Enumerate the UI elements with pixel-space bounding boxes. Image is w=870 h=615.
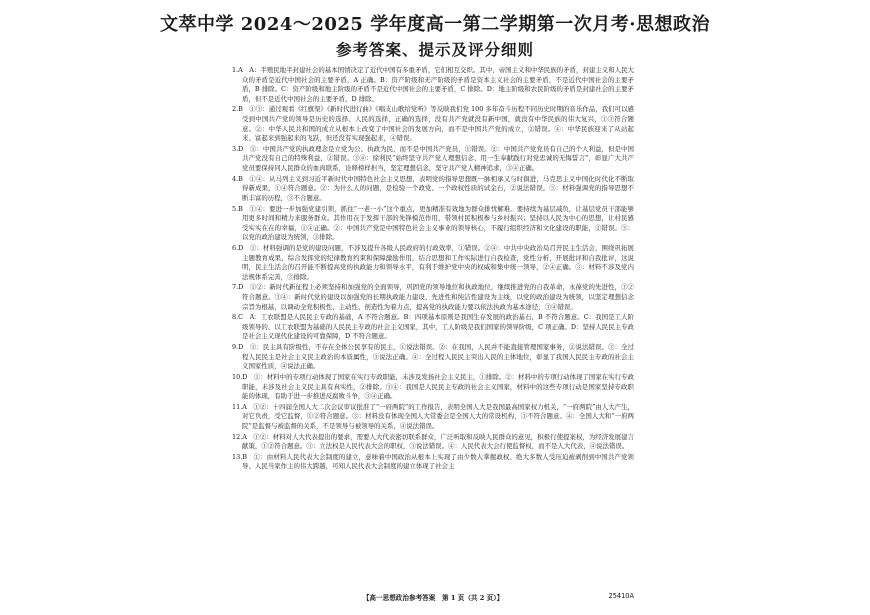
document-title: 文萃中学 2024～2025 学年度高一第二学期第一次月考·思想政治 [160,14,710,35]
answer-list [232,66,634,582]
answer-item-4: 4.B ①④：从马列主义到习近平新时代中国特色社会主义思想，表明党的指导思想既一脉相承又与时俱进，马克思主义中国化时代化不断取得新成果，①④符合题意。②：为什么人的问题，是检验一个政党、一个政权性质的试金石，②说法错误。③：材料强调党的指导思想不断丰富的历程，③不合题意。 [232,174,634,202]
answer-item-7: 7.D ①②：新时代新征程上必须坚持和加强党的全面领导，巩固党的领导地位和执政地位，继续推进党的自我革命，永葆党的先进性，①②符合题意。③④：新时代党的建设以加强党的长期执政能力建设、先进性和纯洁性建设为主线，以党的政治建设为统领，以坚定理想信念宗旨为根基，以调动全党积极性、主动性、创造性为着力点，提高党的执政能力要以依法执政为基本途径，③④错误。 [232,283,634,311]
answer-item-12: 12.A ①②：材料对人大代表提出的要求，需要人大代表密切联系群众，广泛听取和反映人民群众的意见，积极行使提案权，为经济发展建言献策，①②符合题意。③：立法权是人民代表大会的职权，③说法错误。④：人民代表大会行使监督权，而不是人大代表，④说法错误。 [232,432,634,451]
answer-item-11: 11.A ①②：十四届全国人大二次会议审议批准了“一府两院”的工作报告，表明全国人大是我国最高国家权力机关，“一府两院”由人大产生，对它负责，受它监督，①②符合题意。③：材料没有体现全国人大常委会是全国人大的常设机构，③不符合题意。④：全国人大和“一府两院”是监督与被监督的关系，不是领导与被领导的关系，④说法错误。 [232,402,634,430]
answer-item-8: 8.C A：工农联盟是人民民主专政的基础，A 不符合题意。B：四项基本原则是我国生存发展的政治基石，B 不符合题意。C：我国是工人阶级领导的、以工农联盟为基础的人民民主专政的社会主义国家，其中，工人阶级是我们国家的领导阶级，C 项正确。D：坚持人民民主专政是社会主义现代化建设的可靠保障，D 不符合题意。 [232,313,634,341]
answer-item-1: 1.A A：半殖民地半封建社会的基本国情决定了近代中国有多重矛盾，它们相互交织。其中，帝国主义和中华民族的矛盾，封建主义和人民大众的矛盾是近代中国社会的主要矛盾，A 正确。B：资产阶级和无产阶级的矛盾是资本主义社会的主要矛盾，不是近代中国社会的主要矛盾，B 排除。C：资产阶级和地主阶级的矛盾不是近代中国社会的主要矛盾，C 排除。D：地主阶级和农民阶级的矛盾是封建社会的主要矛盾，但不是近代中国社会的主要矛盾，D 排除。 [232,66,634,103]
page-footer [232,592,634,606]
answer-item-3: 3.D ①：中国共产党的执政理念是立党为公、执政为民，而不是中国共产党员，①错误。②：中国共产党党员有自己的个人利益，但是中国共产党没有自己的特殊利益，②错误。③④：徐利民“始终坚守共产党人理想信念、用一生奉献践行对党忠诚的无悔誓言”，彰显广大共产党员要保持同人民群众的血肉联系，诠释榜样担当，坚定理想信念，坚守共产党人精神追求，③④正确。 [232,144,634,173]
answer-item-6: 6.D ①：材料强调的是党的建设问题，不涉及提升各级人民政府的行政效率，①错误。②④：中共中央政治局召开民主生活会，围绕巩拓展主题教育成果，综合发挥党的纪律教育约束和保障激励作用，结合思想和工作实际进行自我检查，党性分析，开展批评和自我批评，这说明，民主生活会的召开能不断提高党的执政能力和领导水平，有利于维护党中央的权威和集中统一领导，②④正确。③：材料不涉及党内法规体系完善，③排除。 [232,243,634,281]
answer-item-5: 5.B ①④：要进一步加强党建引领，抓住“一老一小”这个重点，更加精准有效地为群众排忧解难。要持续为基层减负，让基层党员干部能够用更多时间和精力来服务群众。其作用在于发挥干部的先锋模范作用，带领村民积极参与乡村振兴；坚持以人民为中心的思想，让村民感受实实在在的幸福，①④正确。②：中国共产党是中国特色社会主义事业的领导核心，不履行组织经济和文化建设的职能，②错误。③：以党的政治建设为统领，③排除。 [232,204,634,242]
answer-item-13: 13.B ①：由材料人民代表大会制度的建立，意味着中国政治从根本上实现了由少数人掌握政权、绝大多数人受压迫被剥削到中国共产党领导、人民当家作主的伟大跨越，可知人民代表大会制度的建立体现了社会主 [232,452,634,471]
document-subtitle: 参考答案、提示及评分细则 [335,40,534,59]
answer-item-9: 9.D ①：民主具有阶级性，不存在全体公民享有的民主，①说法错误。②：在我国，人民并不能直接管理国家事务，②说法错误。③：全过程人民民主是社会主义民主政治的本质属性，③说法正确。④：全过程人民民主突出人民的主体地位，彰显了我国人民民主专政的社会主义国家性质，④说法正确。 [232,343,634,371]
footer-page-label: 【高一思想政治参考答案 第 1 页（共 2 页）】 [362,594,504,602]
answer-item-2: 2.B ①③：通过观看《红旗渠》《新时代进行曲》《唱支山歌给党听》等反映我们党 100 多年奋斗历程不同历史时期的音乐作品，我们可以感受到中国共产党的领导是历史的选择、人民的选择，正确的选择，没有共产党就没有新中国，就没有中华民族的伟大复兴，①③符合题意。②：中华人民共和国的成立从根本上改变了中国社会的发展方向，而不是中国共产党的成立，②错误。④：中华民族迎来了从站起来、富起来到强起来的飞跃，但还没有实现强起来，④错误。 [232,105,634,143]
answer-item-10: 10.D ①：材料中的专项行动体现了国家在实行专政职能，未涉及发扬社会主义民主，①排除。②：材料中的专项行动体现了国家在实行专政职能，未涉及社会主义民主具有真实性，②排除。③④：我国是人民民主专政的社会主义国家，材料中的这些专项行动是国家坚持专政职能的体现，有助于进一步推进反腐败斗争，③④正确。 [232,372,634,401]
footer-code: 25410A [608,592,634,600]
